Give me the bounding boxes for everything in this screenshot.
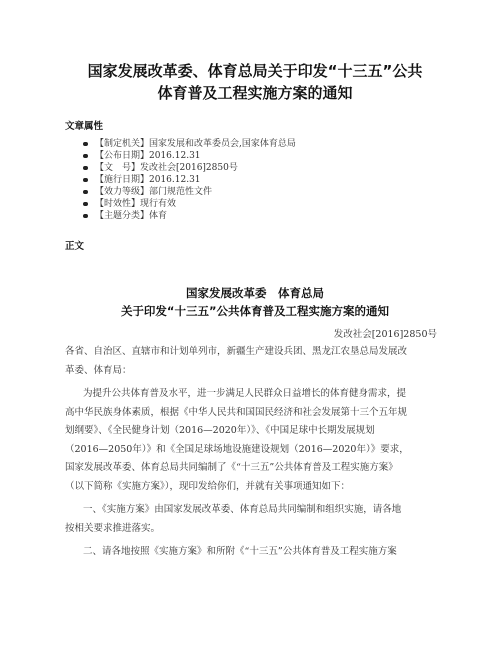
attribute-text: 【制定机关】国家发展和改革委员会,国家体育总局 [95, 139, 296, 149]
attribute-text: 【文 号】发改社会[2016]2850号 [95, 163, 238, 173]
text-line: 为提升公共体育普及水平，进一步满足人民群众日益增长的体育健身需求，提 [83, 388, 407, 399]
attribute-item-agency [95, 138, 502, 150]
attribute-item-doc-number [95, 162, 502, 174]
bullet-icon [83, 178, 88, 183]
attribute-item-level [95, 186, 502, 198]
paragraph-item-2 [65, 543, 437, 562]
document-title-line: 国家发展改革委、体育总局关于印发“十三五”公共 [87, 62, 423, 80]
document-title [65, 0, 445, 104]
notice-title-line: 关于印发“十三五”公共体育普及工程实施方案的通知 [120, 304, 390, 318]
attribute-item-category [95, 210, 502, 222]
bullet-icon [83, 166, 88, 171]
text-line: 一、《实施方案》由国家发展改革委、体育总局共同编制和组织实施，请各地 [83, 504, 402, 515]
text-line: 国家发展改革委、体育总局共同编制了《“十三五”公共体育普及工程实施方案》 [65, 462, 398, 473]
text-line: （以下简称《实施方案》），现印发给你们，并就有关事项通知如下： [65, 480, 351, 492]
bullet-icon [83, 190, 88, 195]
text-line: 二、请各地按照《实施方案》和所附《“十三五”公共体育普及工程实施方案 [83, 546, 397, 557]
document-number: 发改社会[2016]2850号 [333, 329, 437, 340]
text-line: 高中华民族身体素质，根据《中华人民共和国国民经济和社会发展第十三个五年规 [65, 406, 408, 418]
paragraph-intro [65, 385, 437, 496]
document-title-line: 体育普及工程实施方案的通知 [157, 84, 353, 102]
text-line: （2016—2050年）》和《全国足球场地设施建设规划（2016—2020年）》要求， [65, 443, 409, 455]
attribute-text: 【效力等级】部门规范性文件 [95, 187, 213, 197]
attribute-text: 【主题分类】体育 [95, 211, 168, 221]
paragraph-item-1 [65, 501, 437, 538]
attributes-heading: 文章属性 [65, 121, 104, 132]
text-line: 各省、自治区、直辖市和计划单列市，新疆生产建设兵团、黑龙江农垦总局发展改 [65, 346, 408, 357]
text-line: 按相关要求推进落实。 [65, 522, 161, 534]
text-line: 划纲要》、《全民健身计划（2016—2020年）》、《中国足球中长期发展规划 [65, 425, 375, 436]
notice-heading [65, 284, 445, 320]
attribute-text: 【施行日期】2016.12.31 [95, 175, 201, 185]
attribute-item-validity [95, 198, 502, 210]
bullet-icon [83, 154, 88, 159]
bullet-icon [83, 142, 88, 147]
attribute-text: 【时效性】现行有效 [95, 199, 177, 209]
addressee-paragraph [65, 343, 437, 380]
attribute-item-publish-date [95, 150, 502, 162]
bullet-icon [83, 202, 88, 207]
attribute-item-effective-date [95, 174, 502, 186]
bullet-icon [83, 214, 88, 219]
attributes-list [65, 138, 502, 222]
text-line: 革委、体育局： [65, 364, 132, 376]
body-heading: 正文 [65, 241, 85, 252]
issuers-line: 国家发展改革委 体育总局 [186, 286, 324, 300]
attribute-text: 【公布日期】2016.12.31 [95, 151, 201, 161]
